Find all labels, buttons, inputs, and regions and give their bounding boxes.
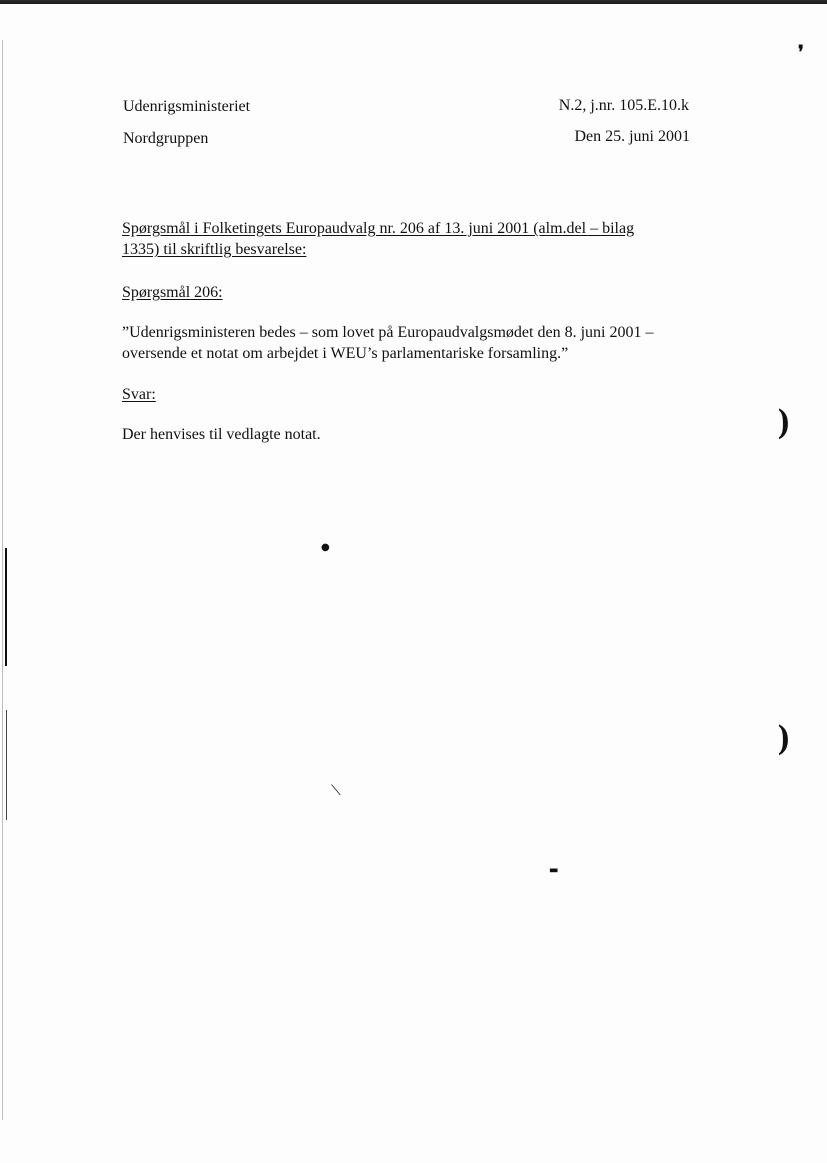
department-name: Nordgruppen: [123, 130, 209, 147]
scan-mark-top-right: ❜: [798, 42, 804, 63]
answer-heading: Svar:: [122, 386, 156, 403]
scan-left-mark-2: [6, 710, 7, 820]
punch-hole-mark-upper: ): [777, 403, 791, 443]
scan-left-mark: [5, 548, 7, 666]
scan-left-edge: [2, 40, 3, 1120]
scan-top-edge: [0, 0, 827, 4]
subject-line-1: Spørgsmål i Folketingets Europaudvalg nr. 206 af 13. juni 2001 (alm.del – bilag: [122, 220, 635, 237]
reference-number: N.2, j.nr. 105.E.10.k: [558, 97, 689, 114]
scan-speck-1: ●: [321, 542, 330, 553]
letter-date: Den 25. juni 2001: [574, 128, 690, 145]
scan-speck-3: ▬: [549, 865, 559, 876]
answer-text: Der henvises til vedlagte notat.: [122, 426, 321, 443]
punch-hole-mark-lower: ): [777, 719, 791, 759]
question-text-line-1: ”Udenrigsministeren bedes – som lovet på Europaudvalgsmødet den 8. juni 2001 –: [122, 324, 654, 341]
scan-speck-2: ⟍: [331, 783, 341, 799]
subject-line-2: 1335) til skriftlig besvarelse:: [122, 241, 307, 258]
question-text-line-2: oversende et notat om arbejdet i WEU’s parlamentariske forsamling.”: [122, 345, 569, 362]
sender-name: Udenrigsministeriet: [123, 98, 251, 115]
question-heading: Spørgsmål 206:: [122, 284, 223, 301]
